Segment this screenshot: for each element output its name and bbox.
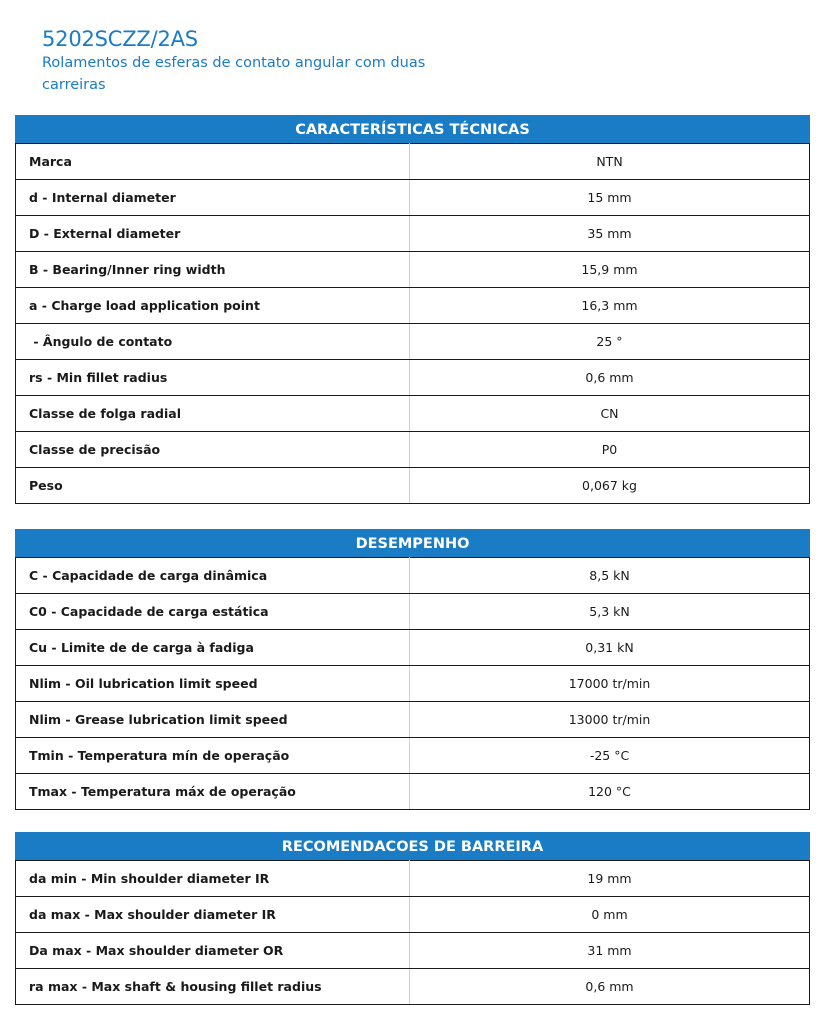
row-label: C0 - Capacidade de carga estática [16, 594, 410, 630]
row-value: 0 mm [410, 897, 810, 933]
row-label: D - External diameter [16, 216, 410, 252]
table-row [16, 396, 810, 432]
spec-table [15, 143, 810, 504]
row-value: 25 ° [410, 324, 810, 360]
section-header: RECOMENDACOES DE BARREIRA [15, 832, 810, 860]
table-row [16, 969, 810, 1005]
row-value: 0,6 mm [410, 969, 810, 1005]
table-row [16, 144, 810, 180]
row-value: 19 mm [410, 861, 810, 897]
table-row [16, 774, 810, 810]
row-label: Da max - Max shoulder diameter OR [16, 933, 410, 969]
row-value: 16,3 mm [410, 288, 810, 324]
row-value: NTN [410, 144, 810, 180]
table-row [16, 666, 810, 702]
row-label: Nlim - Grease lubrication limit speed [16, 702, 410, 738]
row-value: 15,9 mm [410, 252, 810, 288]
row-label: B - Bearing/Inner ring width [16, 252, 410, 288]
row-value: 0,31 kN [410, 630, 810, 666]
row-value: 13000 tr/min [410, 702, 810, 738]
section-header: DESEMPENHO [15, 529, 810, 557]
row-label: Marca [16, 144, 410, 180]
row-value: 35 mm [410, 216, 810, 252]
row-label: da max - Max shoulder diameter IR [16, 897, 410, 933]
row-label: Peso [16, 468, 410, 504]
section-barrier-recommendations [15, 832, 810, 1005]
row-label: rs - Min fillet radius [16, 360, 410, 396]
row-label: Classe de precisão [16, 432, 410, 468]
table-row [16, 252, 810, 288]
table-row [16, 594, 810, 630]
table-row [16, 897, 810, 933]
row-label: - Ângulo de contato [16, 324, 410, 360]
table-row [16, 630, 810, 666]
row-label: Nlim - Oil lubrication limit speed [16, 666, 410, 702]
row-value: 17000 tr/min [410, 666, 810, 702]
row-label: a - Charge load application point [16, 288, 410, 324]
row-value: 0,067 kg [410, 468, 810, 504]
row-value: 31 mm [410, 933, 810, 969]
row-value: 8,5 kN [410, 558, 810, 594]
row-label: Tmin - Temperatura mín de operação [16, 738, 410, 774]
row-value: 15 mm [410, 180, 810, 216]
spec-table [15, 557, 810, 810]
product-title: 5202SCZZ/2AS [42, 27, 198, 51]
row-label: ra max - Max shaft & housing fillet radius [16, 969, 410, 1005]
row-label: Classe de folga radial [16, 396, 410, 432]
table-row [16, 432, 810, 468]
table-row [16, 180, 810, 216]
section-performance [15, 529, 810, 810]
row-value: 0,6 mm [410, 360, 810, 396]
row-label: Tmax - Temperatura máx de operação [16, 774, 410, 810]
table-row [16, 468, 810, 504]
row-value: CN [410, 396, 810, 432]
table-row [16, 324, 810, 360]
row-value: -25 °C [410, 738, 810, 774]
table-row [16, 861, 810, 897]
row-value: 5,3 kN [410, 594, 810, 630]
table-row [16, 558, 810, 594]
table-row [16, 738, 810, 774]
row-value: P0 [410, 432, 810, 468]
row-label: C - Capacidade de carga dinâmica [16, 558, 410, 594]
row-label: d - Internal diameter [16, 180, 410, 216]
section-technical-characteristics [15, 115, 810, 504]
table-row [16, 360, 810, 396]
product-subtitle: Rolamentos de esferas de contato angular com duas carreiras [42, 55, 426, 93]
spec-table [15, 860, 810, 1005]
row-label: da min - Min shoulder diameter IR [16, 861, 410, 897]
row-label: Cu - Limite de de carga à fadiga [16, 630, 410, 666]
product-header [42, 26, 462, 96]
table-row [16, 933, 810, 969]
section-header: CARACTERÍSTICAS TÉCNICAS [15, 115, 810, 143]
row-value: 120 °C [410, 774, 810, 810]
table-row [16, 216, 810, 252]
table-row [16, 702, 810, 738]
table-row [16, 288, 810, 324]
